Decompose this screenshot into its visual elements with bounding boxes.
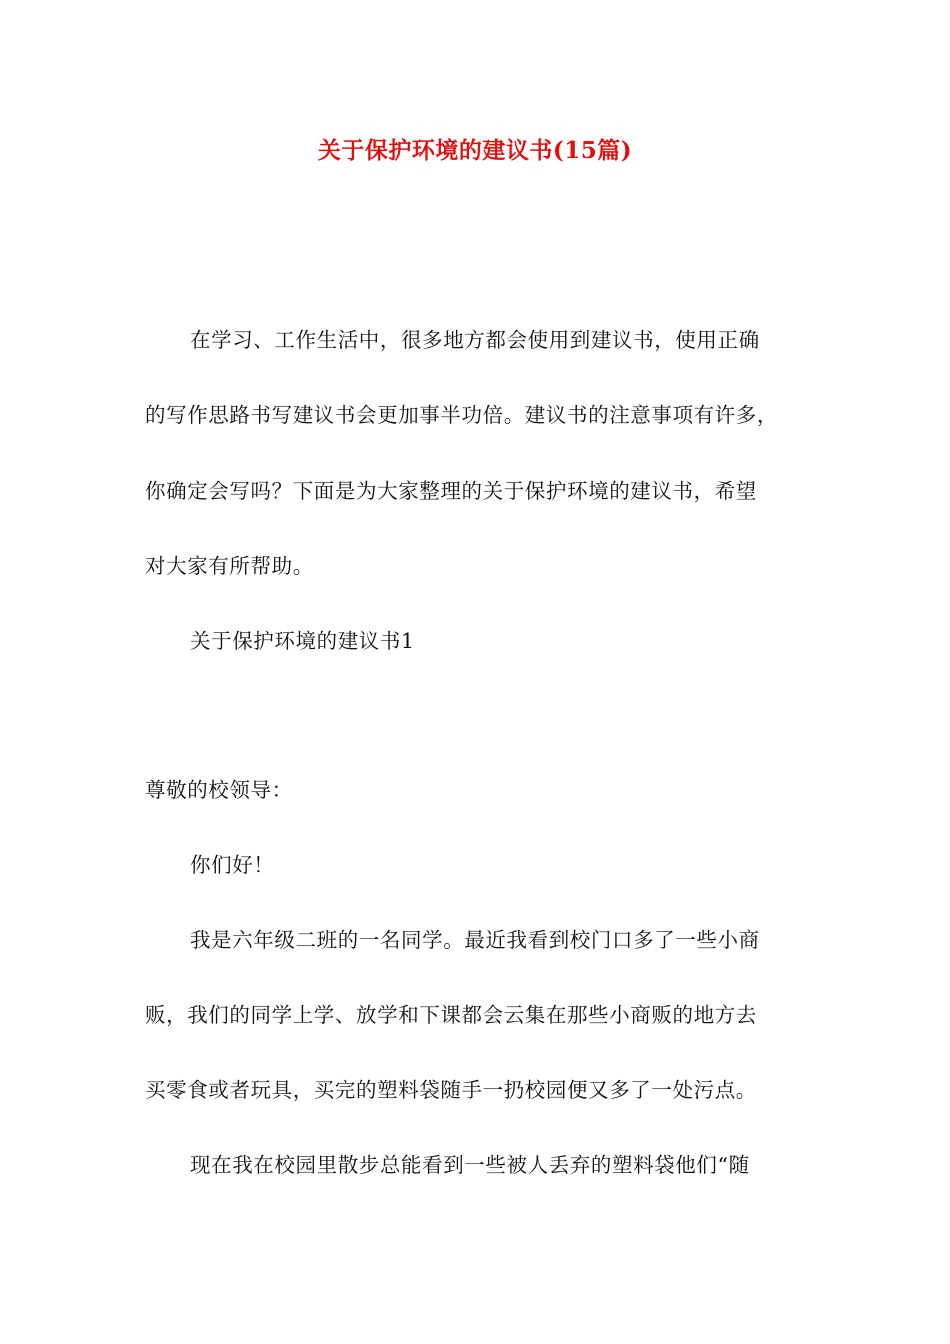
paragraph-body-line-3: 买零食或者玩具，买完的塑料袋随手一扔校园便又多了一处污点。	[145, 1078, 757, 1102]
paragraph-intro-line-2: 的写作思路书写建议书会更加事半功倍。建议书的注意事项有许多，	[145, 403, 778, 427]
section-heading: 关于保护环境的建议书1	[190, 629, 415, 653]
paragraph-intro-line-1: 在学习、工作生活中，很多地方都会使用到建议书，使用正确	[190, 328, 760, 352]
paragraph-body-line-2: 贩，我们的同学上学、放学和下课都会云集在那些小商贩的地方去	[145, 1003, 757, 1027]
paragraph-body-line-1: 我是六年级二班的一名同学。最近我看到校门口多了一些小商	[190, 928, 760, 952]
greeting: 你们好！	[190, 853, 275, 877]
paragraph-intro-line-4: 对大家有所帮助。	[145, 554, 314, 578]
document-title: 关于保护环境的建议书(15篇)	[317, 137, 633, 164]
paragraph-next-line-1: 现在我在校园里散步总能看到一些被人丢弃的塑料袋他们“随	[190, 1153, 750, 1177]
salutation: 尊敬的校领导：	[145, 778, 293, 802]
paragraph-intro-line-3: 你确定会写吗？下面是为大家整理的关于保护环境的建议书，希望	[145, 479, 757, 503]
